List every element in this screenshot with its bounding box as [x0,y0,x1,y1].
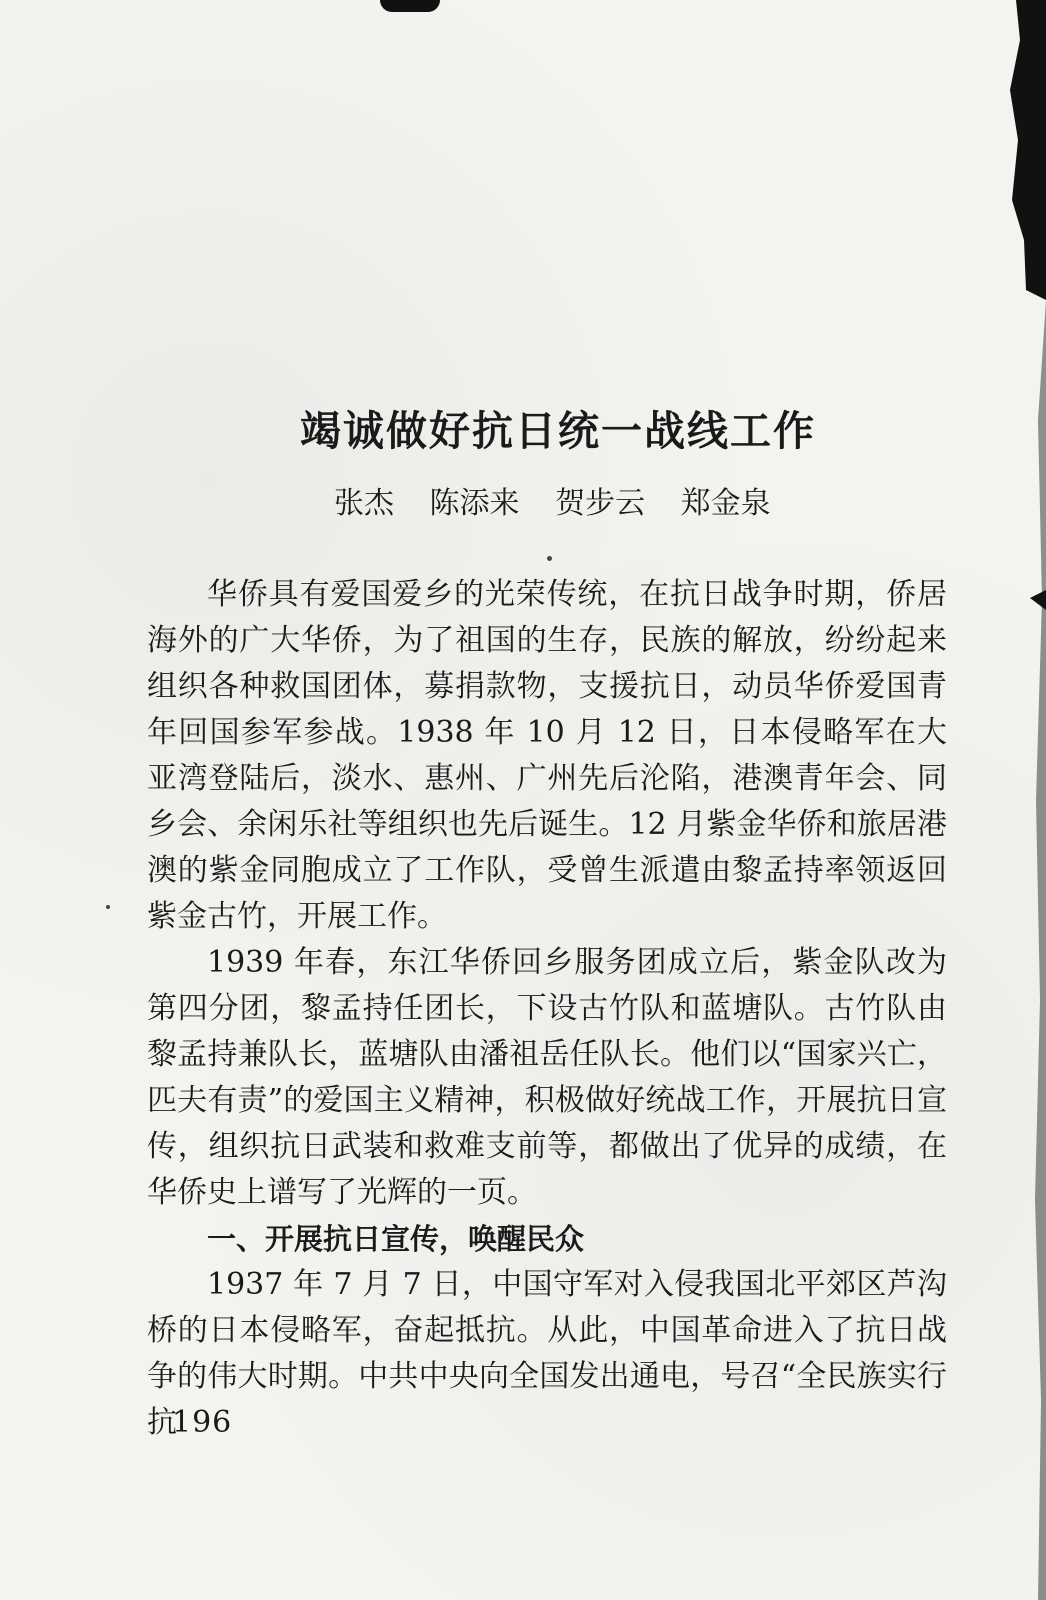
author-list [334,478,794,522]
torn-page-edge [986,0,1046,1600]
article-body [147,572,947,1446]
body-paragraph: 1939 年春，东江华侨回乡服务团成立后，紫金队改为第四分团，黎孟持任团长，下设古竹队和蓝塘队。古竹队由黎孟持兼队长，蓝塘队由潘祖岳任队长。他们以“国家兴亡，匹夫有责”的爱国主义精神，积极做好统战工作，开展抗日宣传，组织抗日武装和救难支前等，都做出了优异的成绩，在华侨史上谱写了光辉的一页。 [147,945,947,1210]
body-paragraph: 华侨具有爱国爱乡的光荣传统，在抗日战争时期，侨居海外的广大华侨，为了祖国的生存，民族的解放，纷纷起来组织各种救国团体，募捐款物，支援抗日，动员华侨爱国青年回国参军参战。1938 年 10 月 12 日，日本侵略军在大亚湾登陆后，淡水、惠州、广州先后沦陷，港澳青年会、同乡会、余闲乐社等组织也先后诞生。12 月紫金华侨和旅居港澳的紫金同胞成立了工作队，受曾生派遣由黎孟持率领返回紫金古竹，开展工作。 [147,577,947,934]
page-number: 196 [172,1405,233,1440]
author-name: 郑金泉 [680,486,771,521]
section-heading: 一、开展抗日宣传，唤醒民众 [207,1222,585,1256]
scan-speck [547,556,552,561]
ink-blot [380,0,440,12]
author-name: 贺步云 [555,486,646,521]
author-name: 陈添来 [429,486,520,521]
body-paragraph: 1937 年 7 月 7 日，中国守军对入侵我国北平郊区芦沟桥的日本侵略军，奋起抵抗。从此，中国革命进入了抗日战争的伟大时期。中共中央向全国发出通电，号召“全民族实行抗 [147,1267,947,1440]
article-title: 竭诚做好抗日统一战线工作 [300,407,816,455]
scan-speck [106,905,110,909]
author-name: 张杰 [334,486,394,521]
